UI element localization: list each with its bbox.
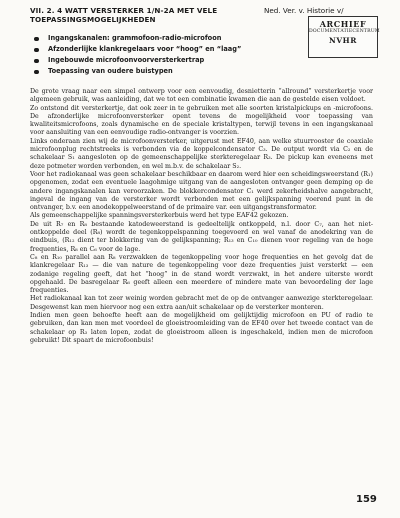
paragraph: De grote vraag naar een simpel ontwerp voor een eenvoudig, desnietterin “allround” versterkertje voor algemeen gebruik, was aanleiding, dat we tot een combinatie kwamen die aan de gestelde eisen voldoet. xyxy=(30,88,373,104)
paragraph: Voor het radiokanaal was geen schakelaar beschikbaar en daarom werd hier een scheidingsweerstand (R₁) opgenomen, zodat een eventuele laagohmige uitgang van de aangesloten ontvanger geen demping op de andere ingangskanalen kan veroorzaken. De blokkercondensator C₁ werd zekerheidshalve aangebracht, ingeval de ingang van de versterker wordt verbonden met een gelijkspanning voerend punt in de ontvanger, b.v. een anodekoppelweerstand of de primaire var. een uitgangstransformator. xyxy=(30,170,373,212)
stamp-line-2: DOCUMENTATIECENTRUM xyxy=(309,29,380,34)
feature-item xyxy=(34,44,274,55)
stamp-box xyxy=(308,16,378,58)
feature-item-text: Toepassing van oudere buistypen xyxy=(48,67,173,75)
feature-list xyxy=(34,33,274,77)
bullet-icon xyxy=(34,48,39,53)
article-body xyxy=(30,88,373,345)
page-number: 159 xyxy=(356,494,377,505)
paragraph: C₈ en R₁₀ parallel aan R₈ verzwakken de tegenkoppeling voor hoge frequenties en het gevolg dat de klankregelaar R₁₃ — die van nature de tegenkoppeling voor deze frequenties juist versterkt — een zodanige regeling geeft, dat het “hoog” in de stand wordt verzwakt, in het andere uiterste wordt opgehaald. De basregelaar R₆ geeft alleen een meerdere of mindere mate van bevoordeling der lage frequenties. xyxy=(30,253,373,295)
paragraph: Het radiokanaal kan tot zeer weinig worden gebracht met de op de ontvanger aanwezige sterkteregelaar. Desgewenst kan men hiervoor nog een extra aan/uit schakelaar op de versterker monteren. xyxy=(30,295,373,311)
paragraph: De uit R₇ en R₈ bestaande katodeweerstand is gedeeltelijk ontkoppeld, n.l. door C₇, aan het niet-ontkoppelde deel (R₈) wordt de tegenkoppelspanning toegevoerd en wel vanaf de anodekring van de eindbuis, (R₁₂ dient ter blokkering van de gelijkspanning; R₁₃ en C₁₀ dienen voor regeling van de hoge frequenties, R₈ en C₆ voor de lage. xyxy=(30,220,373,253)
feature-item xyxy=(34,33,274,44)
feature-item-text: Afzonderlijke klankregelaars voor “hoog” en “laag” xyxy=(48,45,242,53)
feature-item xyxy=(34,55,274,66)
feature-item-text: Ingebouwde microfoonvoorversterkertrap xyxy=(48,56,205,64)
paragraph: Links onderaan zien wij de microfoonversterker, uitgerust met EF40, aan welke stuurrooster de coaxiale microfoonplug rechtstreeks is verbonden via de koppelcondensator C₃. De output wordt via C₂ en de schakelaar S₁ aangesloten op de gemeenschappelijke sterkteregelaar R₃. De pickup kan eveneens met deze potmeter worden verbonden, en wel m.b.v. de schakelaar S₂. xyxy=(30,137,373,170)
bullet-icon xyxy=(34,59,39,64)
bullet-icon xyxy=(34,37,39,42)
feature-item xyxy=(34,66,274,77)
heading-line-2: TOEPASSINGSMOGELIJKHEDEN xyxy=(30,15,156,24)
stamp-line-1: ARCHIEF xyxy=(319,19,367,29)
archive-stamp xyxy=(262,4,394,66)
heading-line-1: VII. 2. 4 WATT VERSTERKER 1/N-2A MET VELE xyxy=(30,6,218,15)
paragraph: Als gemeenschappelijke spanningsversterkerbuis werd het type EAF42 gekozen. xyxy=(30,212,289,220)
feature-item-text: Ingangskanalen: grammofoon-radio-microfoon xyxy=(48,34,222,42)
page-heading xyxy=(30,6,250,24)
stamp-organization: Ned. Ver. v. Historie v/ xyxy=(264,6,344,15)
bullet-icon xyxy=(34,70,39,75)
stamp-line-3: NVHR xyxy=(328,36,357,45)
paragraph: Zo ontstond dit versterkertje, dat ook zeer in te gebruiken met alle soorten kristalpickups en -microfoons. De afzonderlijke microfoonversterker opent tevens de mogelijkheid voor toepassing van kwaliteitsmicrofoons, zoals dynamische en de speciale kristaltypen, terwijl tevens in een ingangskanaal voor aansluiting van een eenvoudige radio-ontvanger is voorzien. xyxy=(30,104,373,137)
paragraph: Indien men geen behoefte heeft aan de mogelijkheid om gelijktijdig microfoon en PU of radio te gebruiken, dan kan men met voordeel de gloeistroomleiding van de EF40 over het tweede contact van de schakelaar op R₃ laten lopen, zodat de gloeistroom alleen is ingeschakeld, indien men de microfoon gebruikt! Dit spaart de microfoonbuis! xyxy=(30,312,373,344)
